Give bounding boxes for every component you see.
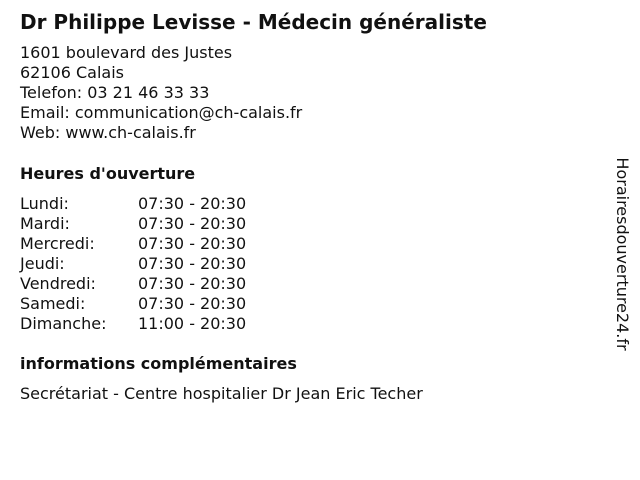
site-watermark: Horairesdouverture24.fr bbox=[613, 157, 632, 351]
day-label: Mardi: bbox=[20, 214, 70, 233]
opening-hours-table bbox=[20, 194, 280, 334]
time-range: 07:30 - 20:30 bbox=[138, 214, 247, 233]
hours-heading: Heures d'ouverture bbox=[20, 164, 196, 183]
time-range: 07:30 - 20:30 bbox=[138, 294, 247, 313]
phone-number: Telefon: 03 21 46 33 33 bbox=[20, 83, 210, 102]
hours-row-friday bbox=[20, 274, 280, 294]
day-label: Vendredi: bbox=[20, 274, 96, 293]
additional-info-heading: informations complémentaires bbox=[20, 354, 297, 373]
day-label: Jeudi: bbox=[20, 254, 65, 273]
time-range: 07:30 - 20:30 bbox=[138, 274, 247, 293]
hours-row-sunday bbox=[20, 314, 280, 334]
additional-info-text: Secrétariat - Centre hospitalier Dr Jean Eric Techer bbox=[20, 384, 423, 403]
hours-row-thursday bbox=[20, 254, 280, 274]
website: Web: www.ch-calais.fr bbox=[20, 123, 196, 142]
hours-row-saturday bbox=[20, 294, 280, 314]
day-label: Mercredi: bbox=[20, 234, 95, 253]
hours-row-monday bbox=[20, 194, 280, 214]
hours-row-tuesday bbox=[20, 214, 280, 234]
city-postcode: 62106 Calais bbox=[20, 63, 124, 82]
hours-row-wednesday bbox=[20, 234, 280, 254]
time-range: 07:30 - 20:30 bbox=[138, 194, 247, 213]
contact-block bbox=[20, 43, 302, 143]
time-range: 11:00 - 20:30 bbox=[138, 314, 247, 333]
time-range: 07:30 - 20:30 bbox=[138, 234, 247, 253]
time-range: 07:30 - 20:30 bbox=[138, 254, 247, 273]
street-address: 1601 boulevard des Justes bbox=[20, 43, 233, 62]
day-label: Samedi: bbox=[20, 294, 86, 313]
day-label: Dimanche: bbox=[20, 314, 107, 333]
email-address: Email: communication@ch-calais.fr bbox=[20, 103, 303, 122]
page-title: Dr Philippe Levisse - Médecin généraliste bbox=[20, 10, 487, 34]
day-label: Lundi: bbox=[20, 194, 69, 213]
